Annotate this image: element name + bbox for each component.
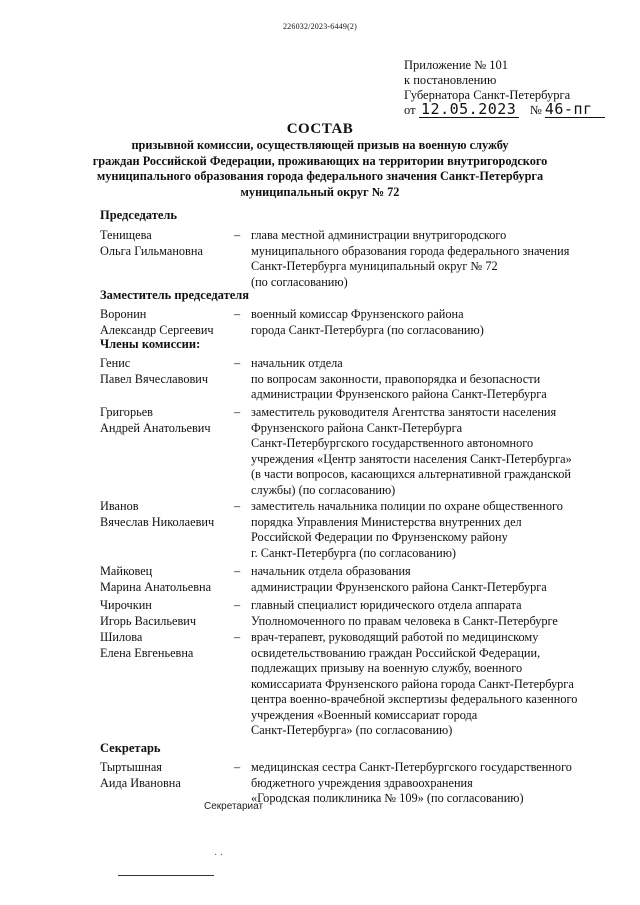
role-line: освидетельствованию граждан Российской Федерации,	[251, 645, 541, 660]
role-line: муниципального образования города федерального значения	[251, 243, 570, 258]
surname: Григорьев	[100, 405, 153, 419]
surname: Чирочкин	[100, 598, 152, 612]
dash: –	[234, 630, 241, 644]
document-number: 226032/2023-6449(2)	[282, 22, 357, 31]
date-value: 12.05.2023	[421, 100, 517, 118]
document-subtitle	[0, 138, 640, 200]
given-name: Игорь Васильевич	[100, 613, 197, 628]
role-line: центра военно-врачебной экспертизы федерального казенного	[251, 692, 578, 706]
dash: –	[234, 356, 241, 370]
dash: –	[234, 307, 241, 321]
number-field	[544, 100, 605, 118]
subtitle-line: призывной комиссии, осуществляющей призыв на военную службу	[131, 138, 509, 152]
document-title: СОСТАВ	[286, 121, 354, 137]
dash: –	[234, 228, 241, 242]
surname: Генис	[100, 356, 131, 370]
given-name: Павел Вячеславович	[100, 371, 209, 386]
given-name: Марина Анатольевна	[100, 579, 212, 594]
scan-mark: · ·	[214, 850, 224, 861]
role-line: подлежащих призыву на военную службу, военного	[251, 661, 523, 675]
member-name	[100, 760, 230, 791]
role-line: главный специалист юридического отдела аппарата	[251, 598, 522, 612]
surname: Воронин	[100, 307, 147, 321]
role-line: Санкт-Петербурга» (по согласованию)	[251, 723, 453, 737]
role-line: (по согласованию)	[251, 274, 348, 289]
surname: Шилова	[100, 630, 143, 644]
bottom-divider	[118, 875, 214, 876]
member-name	[100, 598, 230, 629]
surname: Майковец	[100, 564, 153, 578]
member-name	[100, 499, 230, 530]
member-role	[251, 564, 611, 595]
appendix-line-3: Губернатора Санкт-Петербурга	[404, 88, 571, 102]
role-line: Санкт-Петербурга муниципальный округ № 72	[251, 259, 498, 273]
secretariat-stamp: Секретариат	[204, 801, 264, 812]
role-line: администрации Фрунзенского района Санкт-Петербурга	[251, 387, 547, 401]
appendix-line-2: к постановлению	[404, 73, 497, 87]
role-line: заместитель руководителя Агентства занятости населения	[251, 405, 557, 419]
number-value: 46-пг	[544, 100, 593, 118]
member-role	[251, 405, 611, 498]
member-name	[100, 630, 230, 661]
section-chair: Председатель	[100, 208, 178, 222]
member-role	[251, 356, 611, 403]
dash: –	[234, 598, 241, 612]
role-line: учреждения «Военный комиссариат города	[251, 707, 478, 722]
date-field	[419, 100, 519, 118]
role-line: бюджетного учреждения здравоохранения	[251, 775, 473, 790]
subtitle-line: граждан Российской Федерации, проживающих на территории внутригородского	[92, 153, 548, 168]
section-secretary: Секретарь	[100, 741, 161, 755]
surname: Тыртышная	[100, 760, 162, 774]
section-members: Члены комиссии:	[100, 337, 201, 351]
role-line: учреждения «Центр занятости населения Санкт-Петербурга»	[251, 451, 572, 466]
number-label: №	[529, 103, 542, 117]
member-role	[251, 598, 611, 629]
member-name	[100, 356, 230, 387]
role-line: военный комиссар Фрунзенского района	[251, 307, 464, 321]
role-line: города Санкт-Петербурга (по согласованию)	[251, 322, 484, 337]
appendix-line-1: Приложение № 101	[404, 58, 509, 72]
role-line: службы) (по согласованию)	[251, 482, 396, 497]
appendix-date-row	[404, 100, 605, 118]
section-deputy: Заместитель председателя	[100, 288, 250, 302]
role-line: врач-терапевт, руководящий работой по медицинскому	[251, 630, 539, 644]
from-label: от	[404, 103, 416, 117]
role-line: Санкт-Петербургского государственного автономного	[251, 436, 534, 450]
role-line: по вопросам законности, правопорядка и безопасности	[251, 371, 541, 386]
subtitle-line: муниципальный округ № 72	[240, 184, 400, 199]
dash: –	[234, 564, 241, 578]
role-line: Уполномоченного по правам человека в Санкт-Петербурге	[251, 613, 558, 628]
dash: –	[234, 405, 241, 419]
role-line: начальник отдела	[251, 356, 343, 370]
role-line: г. Санкт-Петербурга (по согласованию)	[251, 545, 456, 560]
role-line: медицинская сестра Санкт-Петербургского государственного	[251, 760, 572, 774]
given-name: Андрей Анатольевич	[100, 420, 211, 435]
role-line: заместитель начальника полиции по охране общественного	[251, 499, 563, 513]
member-role	[251, 760, 611, 807]
member-name	[100, 564, 230, 595]
role-line: глава местной администрации внутригородского	[251, 228, 507, 242]
given-name: Елена Евгеньевна	[100, 645, 194, 660]
member-name	[100, 228, 230, 259]
surname: Иванов	[100, 499, 139, 513]
dash: –	[234, 499, 241, 513]
member-name	[100, 405, 230, 436]
role-line: Российской Федерации по Фрунзенскому району	[251, 530, 508, 544]
role-line: (в части вопросов, касающихся альтернативной гражданской	[251, 467, 571, 481]
given-name: Аида Ивановна	[100, 775, 181, 790]
role-line: администрации Фрунзенского района Санкт-Петербурга	[251, 579, 547, 594]
role-line: начальник отдела образования	[251, 564, 411, 578]
dash: –	[234, 760, 241, 774]
member-role	[251, 228, 611, 290]
member-role	[251, 307, 611, 338]
role-line: «Городская поликлиника № 109» (по согласованию)	[251, 791, 524, 805]
member-role	[251, 630, 611, 739]
role-line: комиссариата Фрунзенского района города Санкт-Петербурга	[251, 676, 574, 691]
given-name: Ольга Гильмановна	[100, 243, 203, 258]
role-line: Фрунзенского района Санкт-Петербурга	[251, 420, 463, 435]
member-name	[100, 307, 230, 338]
surname: Тенищева	[100, 228, 152, 242]
role-line: порядка Управления Министерства внутренних дел	[251, 514, 522, 529]
subtitle-line: муниципального образования города федерального значения Санкт-Петербурга	[96, 169, 544, 183]
appendix-block	[404, 58, 605, 118]
given-name: Александр Сергеевич	[100, 322, 214, 337]
member-role	[251, 499, 611, 561]
given-name: Вячеслав Николаевич	[100, 514, 215, 529]
